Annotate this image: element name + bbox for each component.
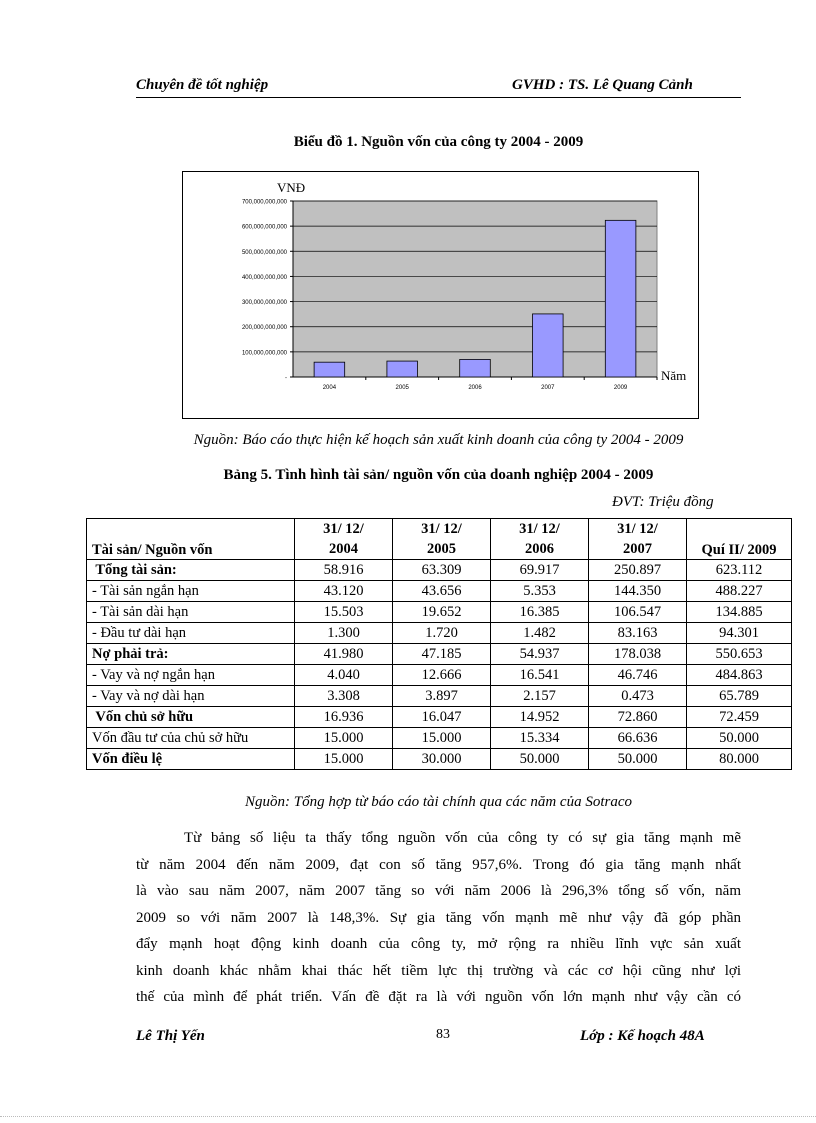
cell-value: 43.120 <box>295 581 393 602</box>
cell-value: 72.860 <box>589 707 687 728</box>
y-tick-label: - <box>285 375 287 382</box>
cell-value: 16.385 <box>491 602 589 623</box>
cell-value: 69.917 <box>491 560 589 581</box>
table-row <box>87 665 792 686</box>
cell-value: 623.112 <box>687 560 792 581</box>
y-tick-label: 300,000,000,000 <box>241 300 287 307</box>
row-label: Tổng tài sản: <box>87 560 295 581</box>
row-label: Vốn chủ sở hữu <box>87 707 295 728</box>
bar <box>387 361 418 377</box>
cell-value: 41.980 <box>295 644 393 665</box>
assets-table <box>86 518 792 770</box>
cell-value: 66.636 <box>589 728 687 749</box>
header-2007: 31/ 12/ 2007 <box>589 519 687 560</box>
footer-class: Lớp : Kế hoạch 48A <box>580 1028 705 1044</box>
table-row <box>87 749 792 770</box>
chart-caption: Biểu đồ 1. Nguồn vốn của công ty 2004 - 2009 <box>293 134 584 150</box>
cell-value: 58.916 <box>295 560 393 581</box>
cell-value: 15.000 <box>393 728 491 749</box>
cell-value: 15.503 <box>295 602 393 623</box>
cell-value: 2.157 <box>491 686 589 707</box>
cell-value: 43.656 <box>393 581 491 602</box>
cell-value: 72.459 <box>687 707 792 728</box>
row-label: - Vay và nợ ngắn hạn <box>87 665 295 686</box>
row-label: - Tài sản ngắn hạn <box>87 581 295 602</box>
cell-value: 16.936 <box>295 707 393 728</box>
x-tick-label: 2005 <box>395 385 409 391</box>
header-q2-2009: Quí II/ 2009 <box>687 519 792 560</box>
cell-value: 50.000 <box>589 749 687 770</box>
header-2004: 31/ 12/ 2004 <box>295 519 393 560</box>
cell-value: 50.000 <box>491 749 589 770</box>
cell-value: 484.863 <box>687 665 792 686</box>
footer-author: Lê Thị Yến <box>136 1028 205 1044</box>
plot-area <box>293 201 657 377</box>
y-tick-label: 700,000,000,000 <box>241 199 287 206</box>
paragraph-line: 2009 so với năm 2007 là 148,3%. Sự gia tăng vốn mạnh mẽ như vậy đã góp phần <box>136 909 741 926</box>
bar <box>314 362 345 377</box>
cell-value: 1.482 <box>491 623 589 644</box>
header-right: GVHD : TS. Lê Quang Cảnh <box>512 77 693 93</box>
y-tick-label: 500,000,000,000 <box>241 249 287 256</box>
cell-value: 50.000 <box>687 728 792 749</box>
x-tick-label: 2009 <box>613 385 628 391</box>
table-source: Nguồn: Tổng hợp từ báo cáo tài chính qua các năm của Sotraco <box>245 794 632 810</box>
row-label: Nợ phải trả: <box>87 644 295 665</box>
cell-value: 12.666 <box>393 665 491 686</box>
table-row <box>87 560 792 581</box>
cell-value: 46.746 <box>589 665 687 686</box>
cell-value: 488.227 <box>687 581 792 602</box>
row-label: Vốn đầu tư của chủ sở hữu <box>87 728 295 749</box>
table-row <box>87 581 792 602</box>
cell-value: 14.952 <box>491 707 589 728</box>
x-tick-label: 2004 <box>322 385 337 391</box>
paragraph-line: đẩy mạnh hoạt động kinh doanh của công ty, mở rộng ra nhiều lĩnh vực sản xuất <box>136 936 741 952</box>
table-row <box>87 602 792 623</box>
cell-value: 3.308 <box>295 686 393 707</box>
cell-value: 15.334 <box>491 728 589 749</box>
cell-value: 15.000 <box>295 728 393 749</box>
table-row <box>87 686 792 707</box>
row-label: Vốn điều lệ <box>87 749 295 770</box>
row-label: - Đầu tư dài hạn <box>87 623 295 644</box>
x-tick-label: 2006 <box>468 385 482 391</box>
cell-value: 144.350 <box>589 581 687 602</box>
y-tick-label: 600,000,000,000 <box>241 224 287 231</box>
cell-value: 30.000 <box>393 749 491 770</box>
cell-value: 250.897 <box>589 560 687 581</box>
cell-value: 16.541 <box>491 665 589 686</box>
table-row <box>87 728 792 749</box>
cell-value: 80.000 <box>687 749 792 770</box>
header-2006: 31/ 12/ 2006 <box>491 519 589 560</box>
row-label: - Vay và nợ dài hạn <box>87 686 295 707</box>
table-row <box>87 707 792 728</box>
cell-value: 1.300 <box>295 623 393 644</box>
cell-value: 4.040 <box>295 665 393 686</box>
cell-value: 178.038 <box>589 644 687 665</box>
paragraph-line: Từ bảng số liệu ta thấy tổng nguồn vốn của công ty có sự gia tăng mạnh mẽ <box>184 830 741 846</box>
cell-value: 63.309 <box>393 560 491 581</box>
cell-value: 54.937 <box>491 644 589 665</box>
header-left: Chuyên đề tốt nghiệp <box>136 77 269 93</box>
page-number: 83 <box>436 1027 450 1042</box>
cell-value: 5.353 <box>491 581 589 602</box>
chart-source: Nguồn: Báo cáo thực hiện kế hoạch sản xuất kinh doanh của công ty 2004 - 2009 <box>193 432 684 448</box>
paragraph-line: thế của mình để phát triển. Vấn đề đặt ra là với nguồn vốn lớn mạnh như vậy cần có <box>136 989 741 1005</box>
paragraph-line: từ năm 2004 đến năm 2009, đạt con số tăng 957,6%. Trong đó gia tăng mạnh nhất <box>136 856 741 873</box>
cell-value: 0.473 <box>589 686 687 707</box>
x-tick-label: 2007 <box>541 385 555 391</box>
cell-value: 3.897 <box>393 686 491 707</box>
cell-value: 550.653 <box>687 644 792 665</box>
body-paragraph <box>136 825 741 1011</box>
cell-value: 1.720 <box>393 623 491 644</box>
cell-value: 16.047 <box>393 707 491 728</box>
header-label: Tài sản/ Nguồn vốn <box>87 519 295 560</box>
table-caption: Bảng 5. Tình hình tài sản/ nguồn vốn của doanh nghiệp 2004 - 2009 <box>223 467 654 483</box>
bar-chart <box>183 172 698 418</box>
table-row <box>87 644 792 665</box>
y-tick-label: 400,000,000,000 <box>241 274 287 281</box>
y-axis-label: VNĐ <box>277 180 306 195</box>
paragraph-line: là vào sau năm 2007, năm 2007 tăng so với năm 2006 là 296,3% tổng số vốn, năm <box>136 883 741 899</box>
bar <box>605 220 636 377</box>
cell-value: 94.301 <box>687 623 792 644</box>
header-rule <box>136 97 741 98</box>
chart-frame <box>182 171 699 419</box>
unit-label: ĐVT: Triệu đồng <box>612 494 714 510</box>
cell-value: 19.652 <box>393 602 491 623</box>
page-edge <box>0 1116 816 1117</box>
header-2005: 31/ 12/ 2005 <box>393 519 491 560</box>
x-axis-label: Năm <box>661 368 687 383</box>
row-label: - Tài sản dài hạn <box>87 602 295 623</box>
table-row <box>87 623 792 644</box>
bar <box>460 359 491 377</box>
paragraph-line: kinh doanh khác nhằm khai thác hết tiềm lực thị trường và các cơ hội cũng như lợi <box>136 962 741 979</box>
cell-value: 83.163 <box>589 623 687 644</box>
cell-value: 15.000 <box>295 749 393 770</box>
y-tick-label: 100,000,000,000 <box>241 350 287 357</box>
cell-value: 106.547 <box>589 602 687 623</box>
cell-value: 134.885 <box>687 602 792 623</box>
y-tick-label: 200,000,000,000 <box>241 325 287 332</box>
cell-value: 65.789 <box>687 686 792 707</box>
bar <box>533 314 564 377</box>
cell-value: 47.185 <box>393 644 491 665</box>
